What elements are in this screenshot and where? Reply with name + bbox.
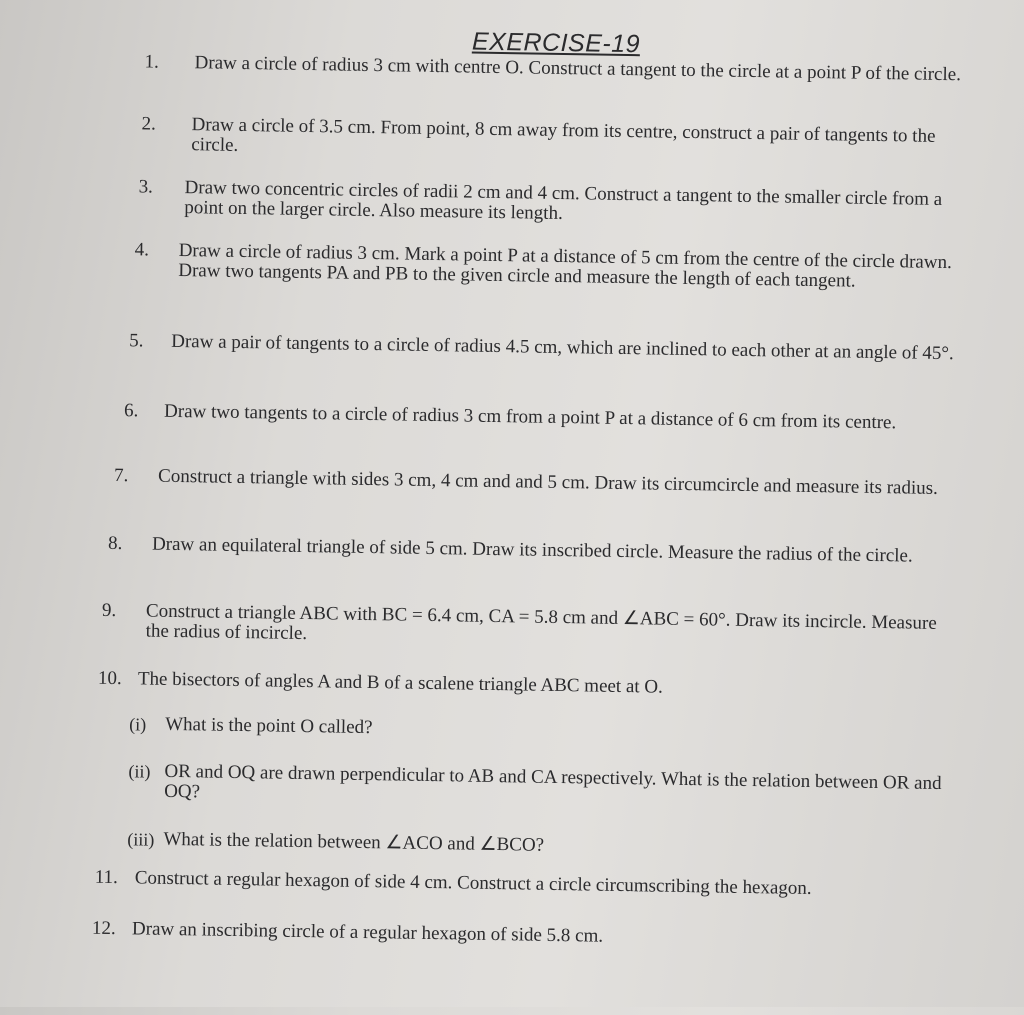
item-text: Construct a triangle with sides 3 cm, 4 cm and and 5 cm. Draw its circumcircle and measure its radius. (157, 465, 939, 499)
exercise-title: EXERCISE-19 (471, 27, 641, 59)
item-text: Draw a circle of 3.5 cm. From point, 8 cm away from its centre, construct a pair of tangents to the circle. (191, 114, 936, 156)
item-text: Draw a circle of radius 3 cm with centre O. Construct a tangent to the circle at a point P of the circle. (194, 52, 962, 86)
item-number: 6. (123, 400, 139, 422)
item-text: OR and OQ are drawn perpendicular to AB and CA respectively. What is the relation between OR and OQ? (163, 760, 942, 803)
item-text: What is the point O called? (165, 713, 373, 739)
item-number: 9. (101, 599, 117, 622)
item-number: 2. (141, 113, 157, 135)
item-text: Draw two tangents to a circle of radius 3 cm from a point P at a distance of 6 cm from its centre. (163, 400, 897, 434)
item-text: Construct a triangle ABC with BC = 6.4 cm, CA = 5.8 cm and ∠ABC = 60°. Draw its incircle. Measure the radius of incircle. (145, 600, 937, 645)
item-number: 11. (94, 866, 119, 889)
item-number: 3. (138, 176, 154, 198)
item-text: Construct a regular hexagon of side 4 cm. Construct a circle circumscribing the hexagon. (134, 867, 812, 899)
item-text: Draw a circle of radius 3 cm. Mark a point P at a distance of 5 cm from the centre of the circle drawn. Draw two tangents PA and PB to the given circle and measure the length of each tangent. (178, 239, 952, 292)
item-text: Draw a pair of tangents to a circle of radius 4.5 cm, which are inclined to each other at an angle of 45°. (171, 330, 954, 365)
item-number: 10. (97, 667, 122, 690)
item-number: 8. (107, 532, 123, 555)
item-number: (ii) (128, 761, 151, 782)
item-number: 7. (113, 464, 129, 487)
item-number: 12. (91, 917, 116, 940)
item-number: 5. (129, 330, 144, 352)
item-number: 1. (144, 51, 160, 73)
item-number: (i) (129, 714, 147, 735)
item-text: The bisectors of angles A and B of a scalene triangle ABC meet at O. (137, 668, 664, 698)
item-text: What is the relation between ∠ACO and ∠BCO? (163, 828, 545, 856)
item-text: Draw an inscribing circle of a regular hexagon of side 5.8 cm. (131, 918, 604, 947)
item-number: (iii) (127, 829, 155, 850)
item-text: Draw two concentric circles of radii 2 cm and 4 cm. Construct a tangent to the smaller circle from a point on the larger circle. Also measure its length. (184, 177, 943, 225)
item-number: 4. (134, 239, 150, 261)
item-text: Draw an equilateral triangle of side 5 cm. Draw its inscribed circle. Measure the radius of the circle. (151, 533, 913, 567)
